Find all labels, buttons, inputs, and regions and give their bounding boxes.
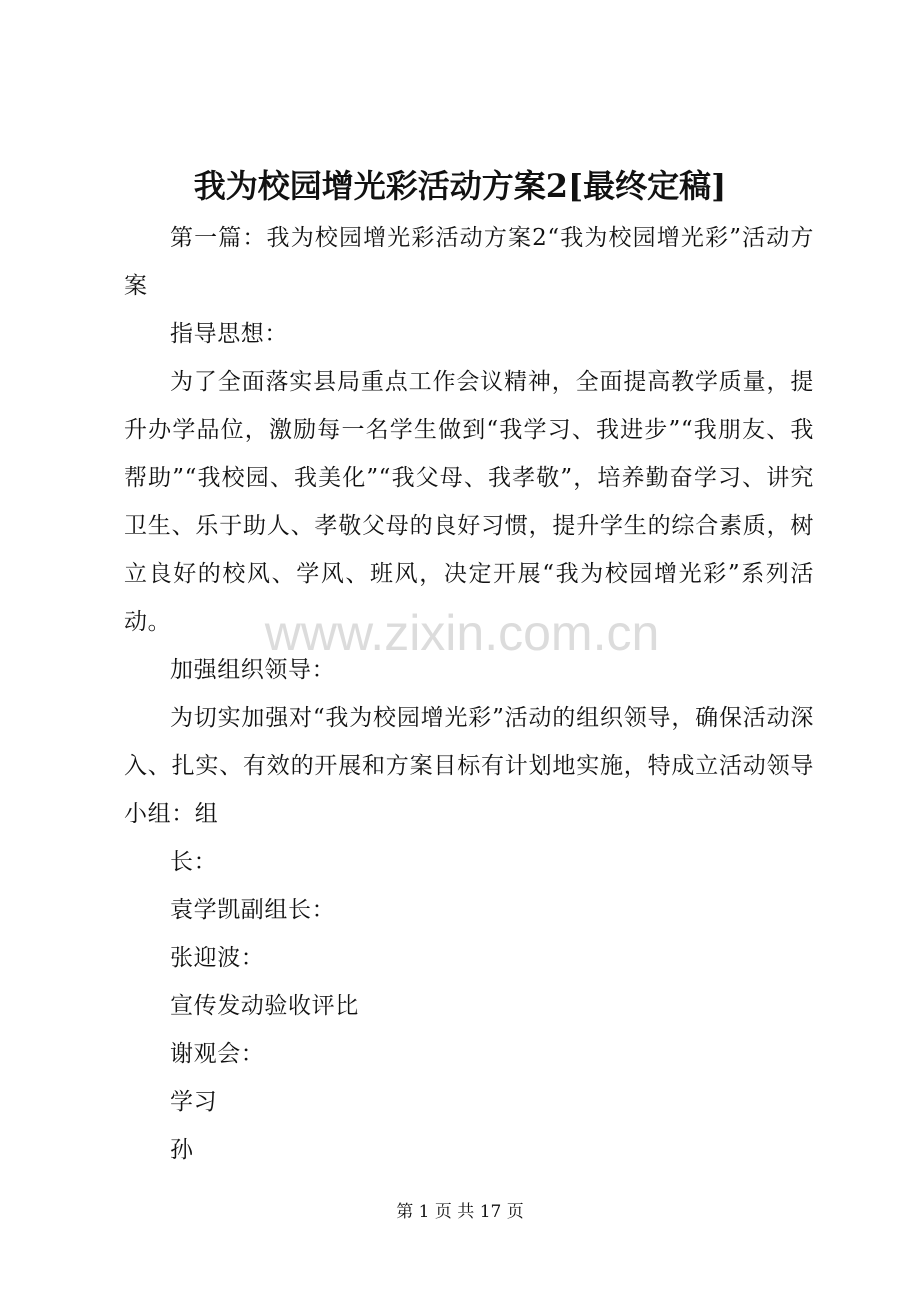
paragraph: 张迎波：: [170, 945, 265, 971]
document-title: 我为校园增光彩活动方案2[最终定稿]: [193, 167, 727, 205]
paragraph: 袁学凯副组长：: [170, 897, 336, 923]
paragraph: 为了全面落实县局重点工作会议精神，全面提高教学质量，提升办学品位，激励每一名学生做到“我学习、我进步”“我朋友、我帮助”“我校园、我美化”“我父母、我孝敬”，培养勤奋学习、讲究卫生、乐于助人、孝敬父母的良好习惯，提升学生的综合素质，树立良好的校风、学风、班风，决定开展“我为校园增光彩”系列活动。: [124, 369, 814, 635]
paragraph: 第一篇：我为校园增光彩活动方案2“我为校园增光彩”活动方案: [124, 225, 814, 299]
paragraph: 长：: [170, 849, 218, 875]
paragraph: 加强组织领导：: [170, 657, 336, 683]
paragraph: 指导思想：: [170, 321, 288, 347]
document-body: [124, 214, 814, 1174]
paragraph: 谢观会：: [170, 1041, 265, 1067]
page-footer: 第 1 页 共 17 页: [396, 1202, 524, 1222]
paragraph: 学习: [170, 1089, 218, 1115]
watermark: www.zixin.com.cn: [264, 605, 660, 661]
paragraph: 为切实加强对“我为校园增光彩”活动的组织领导，确保活动深入、扎实、有效的开展和方案目标有计划地实施，特成立活动领导小组：组: [124, 705, 814, 827]
paragraph: 宣传发动验收评比: [170, 993, 359, 1019]
paragraph: 孙: [170, 1137, 194, 1163]
